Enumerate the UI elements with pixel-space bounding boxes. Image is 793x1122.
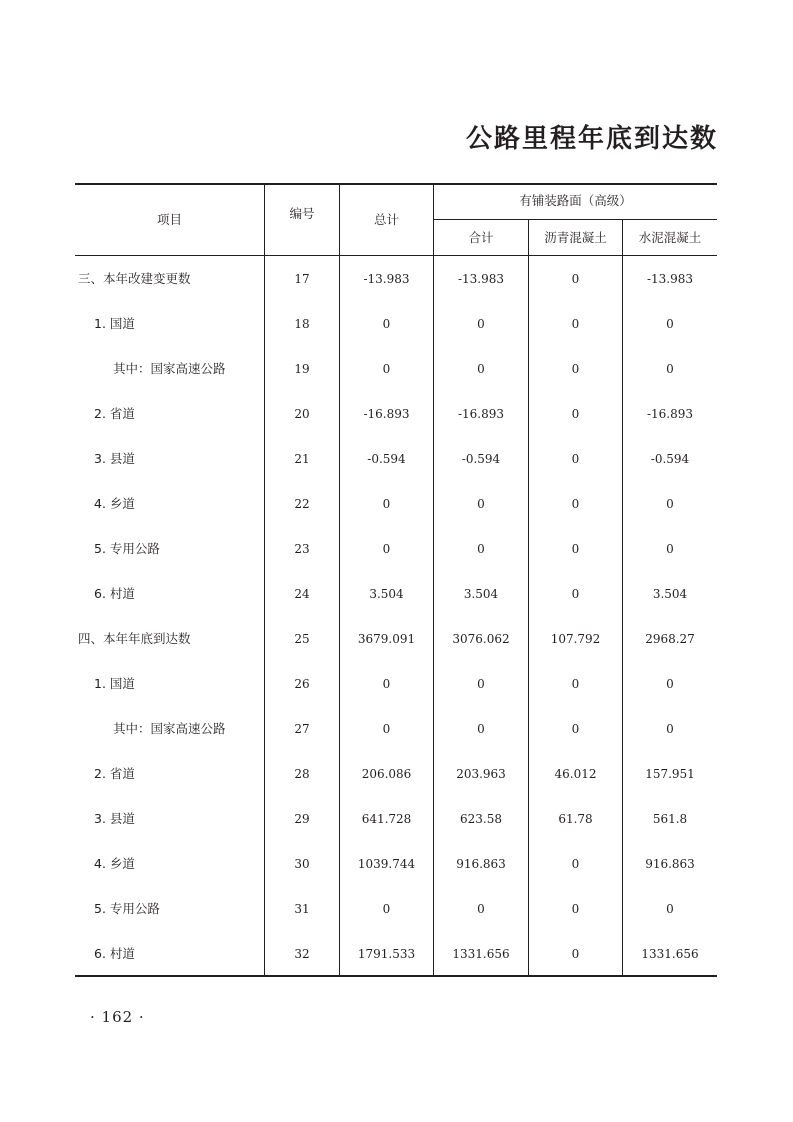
header-total: 总计 [373,212,399,227]
row-total: 3679.091 [357,632,416,646]
row-total: 0 [382,902,391,916]
row-code: 23 [294,542,310,556]
row-subtotal: 0 [477,317,485,331]
row-asphalt: 0 [571,857,580,871]
row-asphalt: 0 [571,452,580,466]
row-label: 1. 国道 [94,316,135,331]
row-label: 四、本年年底到达数 [78,631,191,646]
row-cement: -16.893 [646,407,694,421]
row-label: 5. 专用公路 [94,541,160,556]
row-subtotal: 916.863 [456,857,506,871]
row-total: 1791.533 [357,947,416,961]
row-cement: 916.863 [645,857,695,871]
row-cement: 0 [666,722,674,736]
row-total: -0.594 [367,452,406,466]
row-cement: -0.594 [650,452,690,466]
row-total: 0 [382,497,391,511]
row-total: 0 [382,317,391,331]
row-total: 0 [382,542,391,556]
row-subtotal: -16.893 [457,407,505,421]
row-label: 其中：国家高速公路 [113,361,226,376]
table-top-rule [75,183,717,185]
row-cement: 0 [666,677,674,691]
row-subtotal: 0 [477,542,485,556]
row-asphalt: 61.78 [558,812,593,826]
row-cement: 1331.656 [641,947,699,961]
row-code: 17 [294,272,310,286]
row-label: 其中：国家高速公路 [113,721,226,736]
row-total: 0 [382,362,391,376]
row-cement: -13.983 [646,272,694,286]
row-subtotal: 3.504 [463,587,499,601]
row-asphalt: 46.012 [554,767,597,781]
row-label: 6. 村道 [94,586,135,601]
row-subtotal: 623.58 [460,812,502,826]
row-label: 1. 国道 [94,676,135,691]
row-code: 21 [294,452,310,466]
row-label: 4. 乡道 [94,856,135,871]
page-number: · 162 · [90,1008,145,1026]
row-cement: 2968.27 [645,632,695,646]
table-bottom-rule [75,975,717,977]
header-item: 项目 [156,212,182,227]
row-total: 1039.744 [357,857,416,871]
row-total: 0 [382,677,391,691]
row-code: 32 [294,947,310,961]
row-code: 29 [294,812,310,826]
road-mileage-table [75,183,717,977]
page-title: 公路里程年底到达数 [465,124,718,154]
header-asphalt: 沥青混凝土 [544,230,607,245]
row-total: -16.893 [363,407,410,421]
row-subtotal: 0 [477,497,485,511]
row-asphalt: 0 [571,272,580,286]
row-label: 6. 村道 [94,946,135,961]
row-asphalt: 0 [571,407,580,421]
row-code: 25 [294,632,310,646]
row-subtotal: -13.983 [457,272,505,286]
row-asphalt: 0 [571,677,580,691]
row-code: 28 [294,767,310,781]
row-asphalt: 0 [571,542,580,556]
row-subtotal: 0 [477,677,485,691]
row-asphalt: 0 [571,362,580,376]
row-subtotal: 1331.656 [452,947,510,961]
row-asphalt: 0 [571,902,580,916]
row-subtotal: 0 [477,722,485,736]
row-code: 19 [294,362,310,376]
row-cement: 0 [666,497,674,511]
row-asphalt: 0 [571,947,580,961]
row-code: 18 [294,317,310,331]
row-code: 26 [294,677,310,691]
row-total: 641.728 [361,812,412,826]
row-label: 三、本年改建变更数 [78,271,191,286]
header-paved: 有铺装路面（高级） [519,193,632,208]
row-cement: 157.951 [645,767,695,781]
row-total: 0 [382,722,391,736]
row-label: 5. 专用公路 [94,901,160,916]
header-subtotal: 合计 [468,230,494,245]
row-asphalt: 0 [571,317,580,331]
row-asphalt: 107.792 [550,632,601,646]
row-asphalt: 0 [571,722,580,736]
row-label: 2. 省道 [94,406,135,421]
row-label: 3. 县道 [94,451,135,466]
row-total: -13.983 [363,272,410,286]
row-subtotal: 3076.062 [452,632,510,646]
row-code: 24 [294,587,310,601]
row-code: 30 [294,857,310,871]
row-cement: 0 [666,362,674,376]
row-code: 27 [294,722,310,736]
row-subtotal: 203.963 [456,767,506,781]
row-cement: 3.504 [652,587,688,601]
header-bottom-rule [75,255,717,256]
header-code: 编号 [289,206,315,221]
paved-header-rule [433,219,717,220]
row-cement: 0 [666,902,674,916]
row-label: 3. 县道 [94,811,135,826]
row-code: 31 [294,902,310,916]
row-total: 206.086 [361,767,412,781]
header-cement: 水泥混凝土 [638,230,702,245]
row-subtotal: 0 [477,902,485,916]
row-label: 4. 乡道 [94,496,135,511]
row-code: 20 [294,407,310,421]
row-asphalt: 0 [571,497,580,511]
row-cement: 0 [666,317,674,331]
row-total: 3.504 [369,587,404,601]
row-asphalt: 0 [571,587,580,601]
row-cement: 0 [666,542,674,556]
row-code: 22 [294,497,310,511]
row-label: 2. 省道 [94,766,135,781]
row-subtotal: -0.594 [461,452,501,466]
row-subtotal: 0 [477,362,485,376]
row-cement: 561.8 [652,812,688,826]
